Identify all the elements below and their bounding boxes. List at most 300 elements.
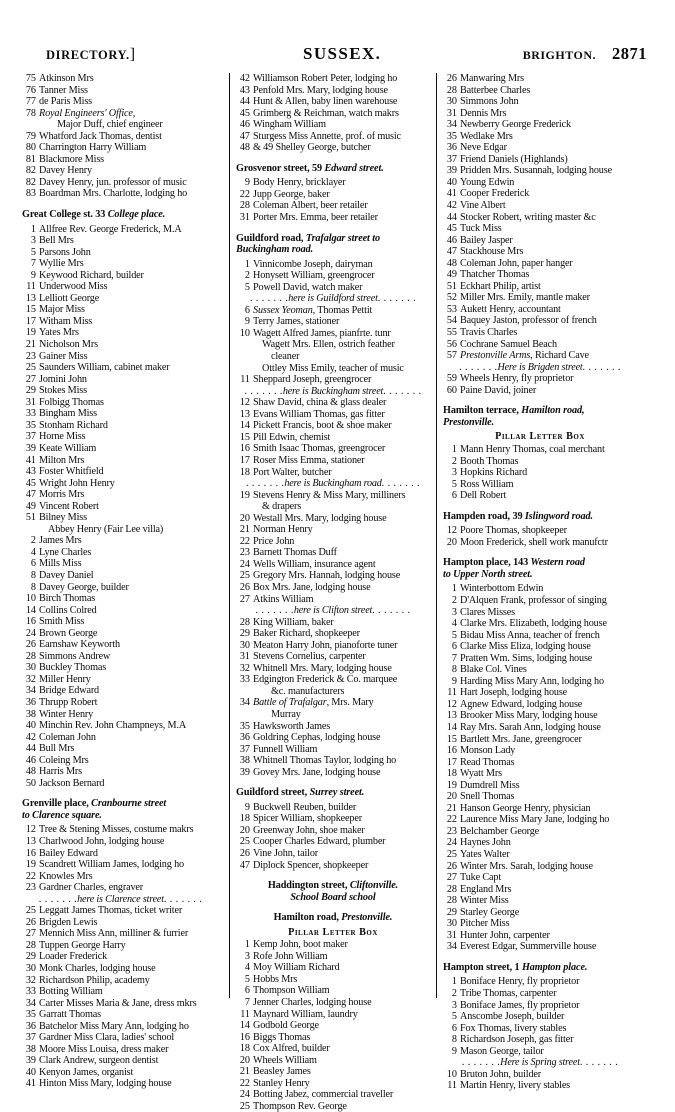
entry-number: 30 — [446, 918, 457, 930]
entry-number: 50 — [25, 777, 36, 789]
entry-text: Coleing Mrs — [39, 754, 89, 766]
entry-text: Whatford Jack Thomas, dentist — [39, 130, 162, 142]
directory-entry — [443, 918, 637, 930]
entry-text: Wagett Mrs. Ellen, ostrich feather — [262, 339, 395, 351]
entry-number: 46 — [446, 234, 457, 246]
entry-number: 11 — [240, 1008, 250, 1020]
entry-number: 4 — [30, 546, 36, 558]
directory-entry — [236, 1043, 430, 1055]
leader-dots-left: . . . . . . . — [246, 478, 285, 490]
entry-text: Dennis Mrs — [460, 107, 507, 119]
entry-text: Whitnell Mrs. Mary, lodging house — [253, 662, 392, 674]
directory-entry — [22, 639, 219, 651]
directory-entry — [443, 315, 637, 327]
entry-number: 15 — [25, 304, 36, 316]
directory-entry — [236, 709, 430, 721]
entry-text: Botting Jabez, commercial traveller — [253, 1089, 394, 1101]
entry-number: 25 — [239, 570, 250, 582]
directory-entry — [443, 722, 637, 734]
directory-entry — [443, 350, 637, 362]
entry-number: 36 — [25, 696, 36, 708]
entry-number: 13 — [239, 408, 250, 420]
directory-entry — [22, 466, 219, 478]
entry-text: Godbold George — [253, 1020, 319, 1032]
directory-entry — [443, 142, 637, 154]
directory-entry — [443, 119, 637, 131]
entry-text: Winter Henry — [39, 708, 94, 720]
directory-entry — [443, 200, 637, 212]
street-heading — [22, 798, 219, 821]
directory-entry — [443, 849, 637, 861]
directory-entry — [22, 119, 219, 131]
directory-entry — [236, 513, 430, 525]
entry-text: England Mrs — [460, 883, 512, 895]
entry-text: Body Henry, bricklayer — [253, 177, 346, 189]
entry-number: 28 — [446, 883, 457, 895]
entry-number: 11 — [26, 281, 36, 293]
entry-number: 56 — [446, 338, 457, 350]
entry-text: Richardson Philip, academy — [39, 974, 150, 986]
entry-number: 12 — [239, 397, 250, 409]
directory-entry — [22, 154, 219, 166]
entry-number: 39 — [239, 766, 250, 778]
entry-number: 26 — [446, 860, 457, 872]
directory-entry — [22, 882, 219, 894]
entry-text: Hunter John, carpenter — [460, 929, 550, 941]
entry-number: 10 — [25, 593, 36, 605]
directory-entry — [443, 385, 637, 397]
entry-text: &c. manufacturers — [271, 685, 345, 697]
directory-entry — [236, 1089, 430, 1101]
entry-text: Sturgess Miss Annette, prof. of music — [253, 130, 401, 142]
entry-number: 24 — [239, 558, 250, 570]
entry-text: Mennich Miss Ann, milliner & furrier — [39, 928, 189, 940]
entry-text: Collins Colred — [39, 604, 97, 616]
entry-number: 80 — [25, 142, 36, 154]
entry-text: Beasley James — [253, 1066, 311, 1078]
directory-entry — [236, 177, 430, 189]
entry-number: 5 — [451, 629, 457, 641]
entry-number: 17 — [446, 756, 457, 768]
entry-number: 30 — [25, 963, 36, 975]
directory-entry — [22, 628, 219, 640]
entry-number: 12 — [25, 824, 36, 836]
entry-text: Sussex Yeoman, Thomas Pettit — [253, 304, 373, 316]
entry-text: Simmons Andrew — [39, 650, 111, 662]
entry-text: Mason George, tailor — [460, 1045, 544, 1057]
entry-text: Leggatt James Thomas, ticket writer — [39, 905, 183, 917]
directory-entry — [22, 374, 219, 386]
entry-text: Loader Frederick — [39, 951, 108, 963]
entry-number: 20 — [446, 791, 457, 803]
entry-number: 23 — [25, 882, 36, 894]
directory-entry — [22, 512, 219, 524]
leader-dots-left: . . . . . . . — [249, 293, 289, 305]
directory-entry — [443, 304, 637, 316]
directory-entry — [22, 859, 219, 871]
street-cross-reference: Edward street. — [324, 162, 384, 174]
entry-text: Brown George — [39, 627, 98, 639]
street-cross-reference: Cranbourne street — [91, 798, 167, 810]
directory-entry — [443, 895, 637, 907]
entry-text: Smith Miss — [39, 616, 85, 628]
entry-number: 30 — [446, 96, 457, 108]
entry-number: 17 — [25, 315, 36, 327]
entry-text: Martin Henry, livery stables — [460, 1080, 571, 1092]
entry-text: Buckley Thomas — [39, 662, 107, 674]
entry-text: Stanley Henry — [253, 1077, 310, 1089]
entry-number: 25 — [239, 836, 250, 848]
entry-number: 12 — [446, 698, 457, 710]
entry-number: 37 — [25, 1032, 36, 1044]
entry-text: Greenway John, shoe maker — [253, 824, 365, 836]
entry-number: 26 — [239, 581, 250, 593]
street-heading — [22, 209, 219, 221]
entry-text: Winterbottom Edwin — [460, 583, 544, 595]
entry-number: 5 — [244, 973, 250, 985]
directory-entry — [236, 962, 430, 974]
entry-number: 19 — [25, 327, 36, 339]
directory-entry — [236, 755, 430, 767]
entry-number: 30 — [239, 639, 250, 651]
entry-text: Atkins William — [253, 593, 314, 605]
entry-text: Boniface Henry, fly proprietor — [460, 976, 580, 988]
leader-dots-left: . . . . . . . — [244, 385, 283, 397]
street-name: Guildford road, — [236, 232, 306, 244]
entry-text: Major Miss — [39, 304, 85, 316]
entry-text: Barnett Thomas Duff — [253, 547, 337, 559]
entry-number: 2 — [451, 455, 457, 467]
entry-number: 60 — [446, 384, 457, 396]
directory-entry — [236, 282, 430, 294]
directory-entry — [22, 824, 219, 836]
street-cross-reference: Cliftonville. — [349, 880, 399, 892]
entry-text: Read Thomas — [460, 756, 515, 768]
entry-text: Wedlake Mrs — [460, 130, 513, 142]
entry-text: Hawksworth James — [253, 720, 331, 732]
street-heading-line2: to Clarence square. — [22, 809, 102, 821]
directory-entry — [236, 420, 430, 432]
directory-entry — [22, 501, 219, 513]
entry-text: Miller Henry — [39, 673, 91, 685]
entry-number: 25 — [239, 1100, 250, 1112]
directory-entry — [22, 177, 219, 189]
entry-text: Vinnicombe Joseph, dairyman — [253, 258, 373, 270]
entry-number: 20 — [446, 536, 457, 548]
street-heading-line2: Prestonville. — [443, 416, 495, 428]
entry-number: 11 — [240, 374, 250, 386]
entry-number: 47 — [25, 489, 36, 501]
entry-number: 27 — [25, 373, 36, 385]
entry-text: Sheppard Joseph, greengrocer — [253, 374, 372, 386]
entry-text: Underwood Miss — [39, 281, 108, 293]
street-heading — [443, 405, 637, 428]
entry-text: Monk Charles, lodging house — [39, 963, 156, 975]
directory-entry — [22, 247, 219, 259]
directory-entry — [22, 836, 219, 848]
entry-text: Harris Mrs — [39, 766, 82, 778]
junction-text: Here is Spring street — [500, 1057, 580, 1069]
entry-text: Williamson Robert Peter, lodging ho — [253, 73, 398, 84]
entry-text: Yates Walter — [460, 849, 510, 860]
entry-text: Bidau Miss Anna, teacher of french — [460, 629, 600, 641]
entry-number: 6 — [244, 985, 250, 997]
entry-number: 6 — [30, 558, 36, 570]
directory-entry — [22, 455, 219, 467]
entry-text: Thatcher Thomas — [460, 269, 530, 281]
entry-text: Saunders William, cabinet maker — [39, 362, 170, 374]
directory-entry — [236, 270, 430, 282]
directory-entry — [236, 547, 430, 559]
directory-entry — [22, 420, 219, 432]
entry-number: 39 — [25, 442, 36, 454]
directory-entry — [22, 605, 219, 617]
entry-number: 6 — [451, 1022, 457, 1034]
entry-text: Port Walter, butcher — [253, 466, 332, 478]
directory-entry — [443, 595, 637, 607]
entry-text: Hobbs Mrs — [253, 973, 298, 985]
directory-entry — [443, 456, 637, 468]
directory-entry — [22, 1009, 219, 1021]
entry-text: Young Edwin — [460, 176, 515, 188]
entry-text: Blackmore Miss — [39, 153, 104, 165]
directory-entry — [236, 432, 430, 444]
directory-entry — [443, 444, 637, 456]
street-cross-reference: Hamilton road, — [521, 405, 585, 417]
entry-text: Ray Mrs. Sarah Ann, lodging house — [460, 721, 601, 733]
entry-text: de Paris Miss — [39, 96, 92, 108]
entry-number: 36 — [446, 142, 457, 154]
entry-text: Allfree Rev. George Frederick, M.A — [39, 223, 182, 235]
entry-number: 20 — [239, 512, 250, 524]
entry-number: 30 — [25, 662, 36, 674]
running-head-county: SUSSEX. — [303, 44, 382, 63]
entry-text: Tanner Miss — [39, 84, 88, 96]
junction-text: here is Buckingham street — [282, 385, 384, 397]
entry-text: Price John — [253, 535, 295, 547]
directory-entry — [443, 373, 637, 385]
directory-entry — [22, 975, 219, 987]
entry-text: Wright John Henry — [39, 477, 115, 489]
directory-entry — [22, 951, 219, 963]
leader-dots-right: . . . . . . . — [579, 1057, 619, 1069]
entry-text: Vine John, tailor — [253, 848, 319, 859]
directory-entry — [22, 351, 219, 363]
entry-text: Moore Miss Louisa, dress maker — [39, 1043, 169, 1055]
street-heading — [236, 163, 430, 175]
entry-number: 2 — [30, 535, 36, 547]
entry-text: Pill Edwin, chemist — [253, 431, 331, 443]
directory-entry — [22, 1032, 219, 1044]
entry-text: Neve Edgar — [460, 142, 507, 154]
entry-number: 27 — [446, 872, 457, 884]
directory-entry — [236, 305, 430, 317]
entry-text: Porter Mrs. Emma, beer retailer — [253, 212, 378, 224]
directory-entry — [236, 767, 430, 779]
directory-entry — [22, 570, 219, 582]
entry-text: Prestonville Arms, Richard Cave — [460, 350, 589, 362]
entry-number: 37 — [239, 743, 250, 755]
entry-text: Biggs Thomas — [253, 1031, 311, 1043]
entry-number: 1 — [451, 976, 457, 988]
entry-text: Westall Mrs. Mary, lodging house — [253, 512, 387, 524]
entry-text: Maynard William, laundry — [253, 1008, 358, 1020]
directory-entry — [236, 374, 430, 386]
entry-text: Clark Andrew, surgeon dentist — [39, 1055, 159, 1067]
directory-entry — [236, 985, 430, 997]
directory-entry — [236, 570, 430, 582]
directory-entry — [236, 686, 430, 698]
entry-number: 45 — [25, 477, 36, 489]
directory-entry — [443, 281, 637, 293]
street-cross-reference: Prestonville. — [341, 912, 393, 924]
directory-entry — [22, 685, 219, 697]
street-heading — [236, 233, 430, 256]
entry-text: Royal Engineers' Office, — [39, 107, 136, 119]
entry-text: Hart Joseph, lodging house — [460, 687, 568, 699]
entry-number: 8 — [30, 569, 36, 581]
directory-entry — [443, 177, 637, 189]
directory-entry — [22, 224, 219, 236]
entry-number: 5 — [244, 281, 250, 293]
entry-number: 37 — [446, 153, 457, 165]
running-head-place: BRIGHTON. — [522, 48, 596, 62]
entry-number: 35 — [25, 419, 36, 431]
directory-entry — [236, 455, 430, 467]
directory-entry — [236, 744, 430, 756]
directory-entry — [22, 697, 219, 709]
entry-number: 33 — [239, 674, 250, 686]
entry-number: 2 — [451, 988, 457, 1000]
entry-text: Tree & Stening Misses, costume makrs — [39, 824, 194, 836]
directory-entry — [236, 1009, 430, 1021]
entry-text: Stackhouse Mrs — [460, 246, 524, 258]
entry-text: Edgington Frederick & Co. marquee — [253, 674, 398, 686]
directory-entry — [443, 490, 637, 502]
entry-text: Kemp John, boot maker — [253, 939, 348, 951]
directory-entry — [443, 1069, 637, 1081]
entry-number: 47 — [446, 246, 457, 258]
entry-text: Clarke Mrs. Elizabeth, lodging house — [460, 618, 607, 630]
entry-number: 24 — [25, 627, 36, 639]
entry-number: 44 — [239, 96, 250, 108]
directory-entry — [443, 768, 637, 780]
entry-text: Whitnell Thomas Taylor, lodging ho — [253, 755, 397, 767]
entry-number: 11 — [447, 687, 457, 699]
entry-number: 36 — [239, 732, 250, 744]
street-junction-note — [443, 362, 637, 374]
directory-entry — [22, 535, 219, 547]
entry-number: 46 — [239, 119, 250, 131]
street-cross-reference: Western road — [530, 557, 585, 569]
directory-entry — [22, 582, 219, 594]
entry-number: 7 — [244, 997, 250, 1009]
entry-text: Bailey Jasper — [460, 234, 513, 246]
directory-entry — [22, 674, 219, 686]
entry-text: Carter Misses Maria & Jane, dress mkrs — [39, 997, 197, 1009]
entry-number: 3 — [451, 999, 457, 1011]
entry-text: Jupp George, baker — [253, 188, 330, 200]
directory-entry — [443, 131, 637, 143]
entry-number: 40 — [25, 720, 36, 732]
entry-text: Batterbee Charles — [460, 84, 531, 96]
entry-number: 22 — [239, 535, 250, 547]
entry-number: 31 — [239, 651, 250, 663]
entry-number: 34 — [446, 941, 457, 953]
directory-entry — [236, 96, 430, 108]
directory-entry — [236, 721, 430, 733]
entry-number: 13 — [25, 292, 36, 304]
directory-entry — [443, 687, 637, 699]
street-name: Haddington street, — [267, 880, 350, 892]
directory-entry — [22, 142, 219, 154]
entry-text: Wheels Henry, fly proprietor — [460, 373, 574, 385]
entry-number: 19 — [446, 779, 457, 791]
entry-number: 14 — [25, 604, 36, 616]
entry-number: 26 — [25, 639, 36, 651]
entry-text: Birch Thomas — [39, 593, 96, 605]
entry-text: Tuke Capt — [460, 872, 502, 884]
entry-number: 12 — [446, 525, 457, 537]
running-head-right — [523, 44, 647, 64]
street-heading — [236, 912, 430, 924]
entry-text: Belchamber George — [460, 825, 540, 837]
entry-number: 19 — [239, 489, 250, 501]
entry-text: D'Alquen Frank, professor of singing — [460, 594, 607, 606]
entry-number: 10 — [446, 1068, 457, 1080]
entry-number: 20 — [239, 1054, 250, 1066]
directory-entry — [443, 85, 637, 97]
entry-text: Bailey Edward — [39, 847, 98, 859]
street-junction-note — [443, 1057, 637, 1069]
entry-number: 9 — [244, 177, 250, 189]
entry-number: 29 — [25, 385, 36, 397]
entry-text: Boardman Mrs. Charlotte, lodging ho — [39, 188, 188, 200]
directory-entry — [22, 558, 219, 570]
entry-number: 6 — [451, 641, 457, 653]
entry-number: 22 — [239, 1077, 250, 1089]
entry-text: Miller Mrs. Emily, mantle maker — [460, 292, 590, 304]
entry-number: 25 — [25, 362, 36, 374]
entry-number: 31 — [239, 212, 250, 224]
entry-text: Haynes John — [460, 837, 511, 849]
entry-text: Goldring Cephas, lodging house — [253, 732, 381, 744]
entry-number: 79 — [25, 130, 36, 142]
directory-entry — [443, 780, 637, 792]
directory-entry — [443, 1000, 637, 1012]
directory-entry — [443, 188, 637, 200]
running-head-left — [46, 46, 136, 64]
directory-entry — [443, 907, 637, 919]
street-name: Grenville place, — [22, 798, 92, 810]
directory-entry — [236, 651, 430, 663]
entry-text: Atkinson Mrs — [39, 73, 94, 84]
street-name: Grosvenor street, 59 — [236, 162, 325, 174]
directory-entry — [22, 998, 219, 1010]
directory-entry — [22, 293, 219, 305]
entry-text: Thompson Rev. George — [253, 1100, 347, 1112]
directory-entry — [22, 73, 219, 85]
entry-number: 32 — [25, 974, 36, 986]
street-heading-line2: School Board school — [290, 891, 376, 903]
directory-entry — [22, 281, 219, 293]
entry-text: Hinton Miss Mary, lodging house — [39, 1078, 172, 1090]
entry-number: 41 — [25, 454, 36, 466]
entry-text: Cox Alfred, builder — [253, 1043, 330, 1055]
leader-dots-right: . . . . . . . — [381, 478, 420, 490]
entry-number: 28 — [239, 200, 250, 212]
street-cross-reference: College place. — [107, 209, 166, 221]
